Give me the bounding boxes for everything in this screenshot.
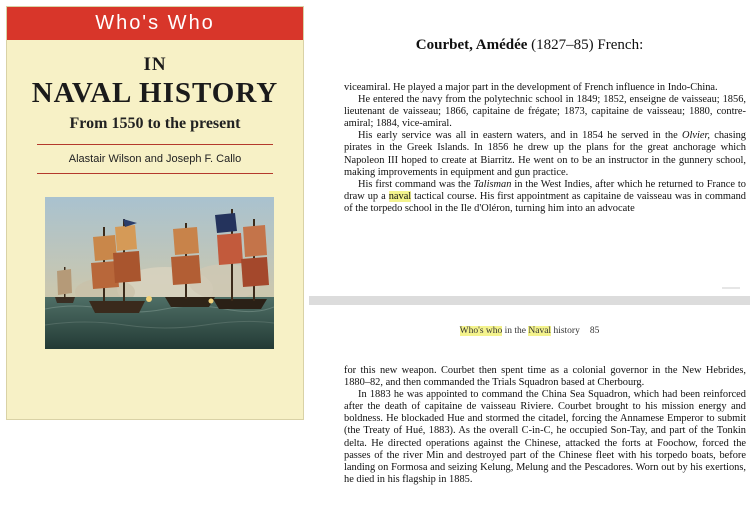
entry-body-page2 <box>344 365 746 486</box>
paragraph <box>344 365 746 389</box>
highlighted-word: naval <box>388 190 412 202</box>
cover-subtitle: From 1550 to the present <box>69 115 241 132</box>
italic-run: Talisman <box>473 178 512 190</box>
paragraph <box>344 94 746 130</box>
cover-rule-bottom <box>37 173 273 174</box>
cover-in: IN <box>143 54 167 75</box>
page-divider <box>309 296 750 305</box>
italic-run: Olvier, <box>681 130 710 142</box>
book-page-top <box>309 0 750 296</box>
entry-heading <box>309 37 750 54</box>
paragraph <box>344 179 746 215</box>
naval-battle-painting <box>45 197 274 349</box>
text-run: in the West Indies, after which he returned to France to draw up a <box>344 178 746 202</box>
book-page-bottom <box>309 305 750 508</box>
running-head <box>309 326 750 336</box>
cover-series-title: Who's Who <box>7 7 303 40</box>
cover-title: NAVAL HISTORY <box>31 77 279 109</box>
text-run: for this new weapon. Courbet then spent time as a colonial governor in the New Hebrides, 1880–82, and then commanded the Trials Squadron based at Cherbourg. <box>344 365 746 389</box>
entry-body-page1 <box>344 82 746 215</box>
cover-authors: Alastair Wilson and Joseph F. Callo <box>68 153 242 165</box>
page-corner-mark <box>722 287 740 289</box>
text-run: In 1883 he was appointed to command the China Sea Squadron, which had been reinforced after the death of capitaine de vaisseau Riviere. Courbet brought to his mission energy and boldness. He blockaded Hue and stormed the citadel, forcing the Annamese Emperor to submit (the Treaty of Hué, 1883). As the overall C-in-C, he occupied Son-Tay, and part of the Tonkin delta. He directed operations against the Chinese, attacked the forts at Foochow, forced the passes of the river Min and destroyed part of the Chinese fleet with his torpedo boats, before landing on Formosa and seizing Kelung, Melung and the Pescadores. Worn out by his exertions, he died in his flagship in 1885. <box>344 389 746 485</box>
book-cover <box>7 7 303 419</box>
entry-heading-name: Courbet, Amédée <box>415 37 528 53</box>
entry-heading-dates: (1827–85) French: <box>527 37 644 53</box>
running-head-mid: in the <box>502 326 529 336</box>
running-head-highlight-1: Who's who <box>459 326 503 336</box>
text-run: viceamiral. He played a major part in the development of French influence in Indo-China. <box>344 82 718 93</box>
text-run: His first command was the <box>358 178 474 190</box>
page-number: 85 <box>589 326 600 336</box>
running-head-highlight-2: Naval <box>528 326 552 336</box>
paragraph <box>344 82 746 94</box>
cover-rule-top <box>37 144 273 145</box>
text-run: tactical course. His first appointment as capitaine de vaisseau was in command of the torpedo school in the Ile d'Oléron, turning him into an advocate <box>344 190 747 214</box>
text-run: His early service was all in eastern waters, and in 1854 he served in the <box>358 130 682 142</box>
text-run: chasing pirates in the Greek Islands. In 1856 he drew up the plans for the great anchorage which Napoleon III hoped to create at Biarritz. He went on to be an instructor in the gunnery school, making improvements in equipment and gun practice. <box>344 130 746 178</box>
paragraph <box>344 389 746 486</box>
running-head-end: history <box>551 326 580 336</box>
text-run: He entered the navy from the polytechnic school in 1849; 1852, enseigne de vaisseau; 1856, lieutenant de vaisseau; 1866, capitaine de frégate; 1873, capitaine de vaisseau; 1880, contre-amiral; 1884, vice-amiral. <box>344 94 746 130</box>
paragraph <box>344 130 746 178</box>
